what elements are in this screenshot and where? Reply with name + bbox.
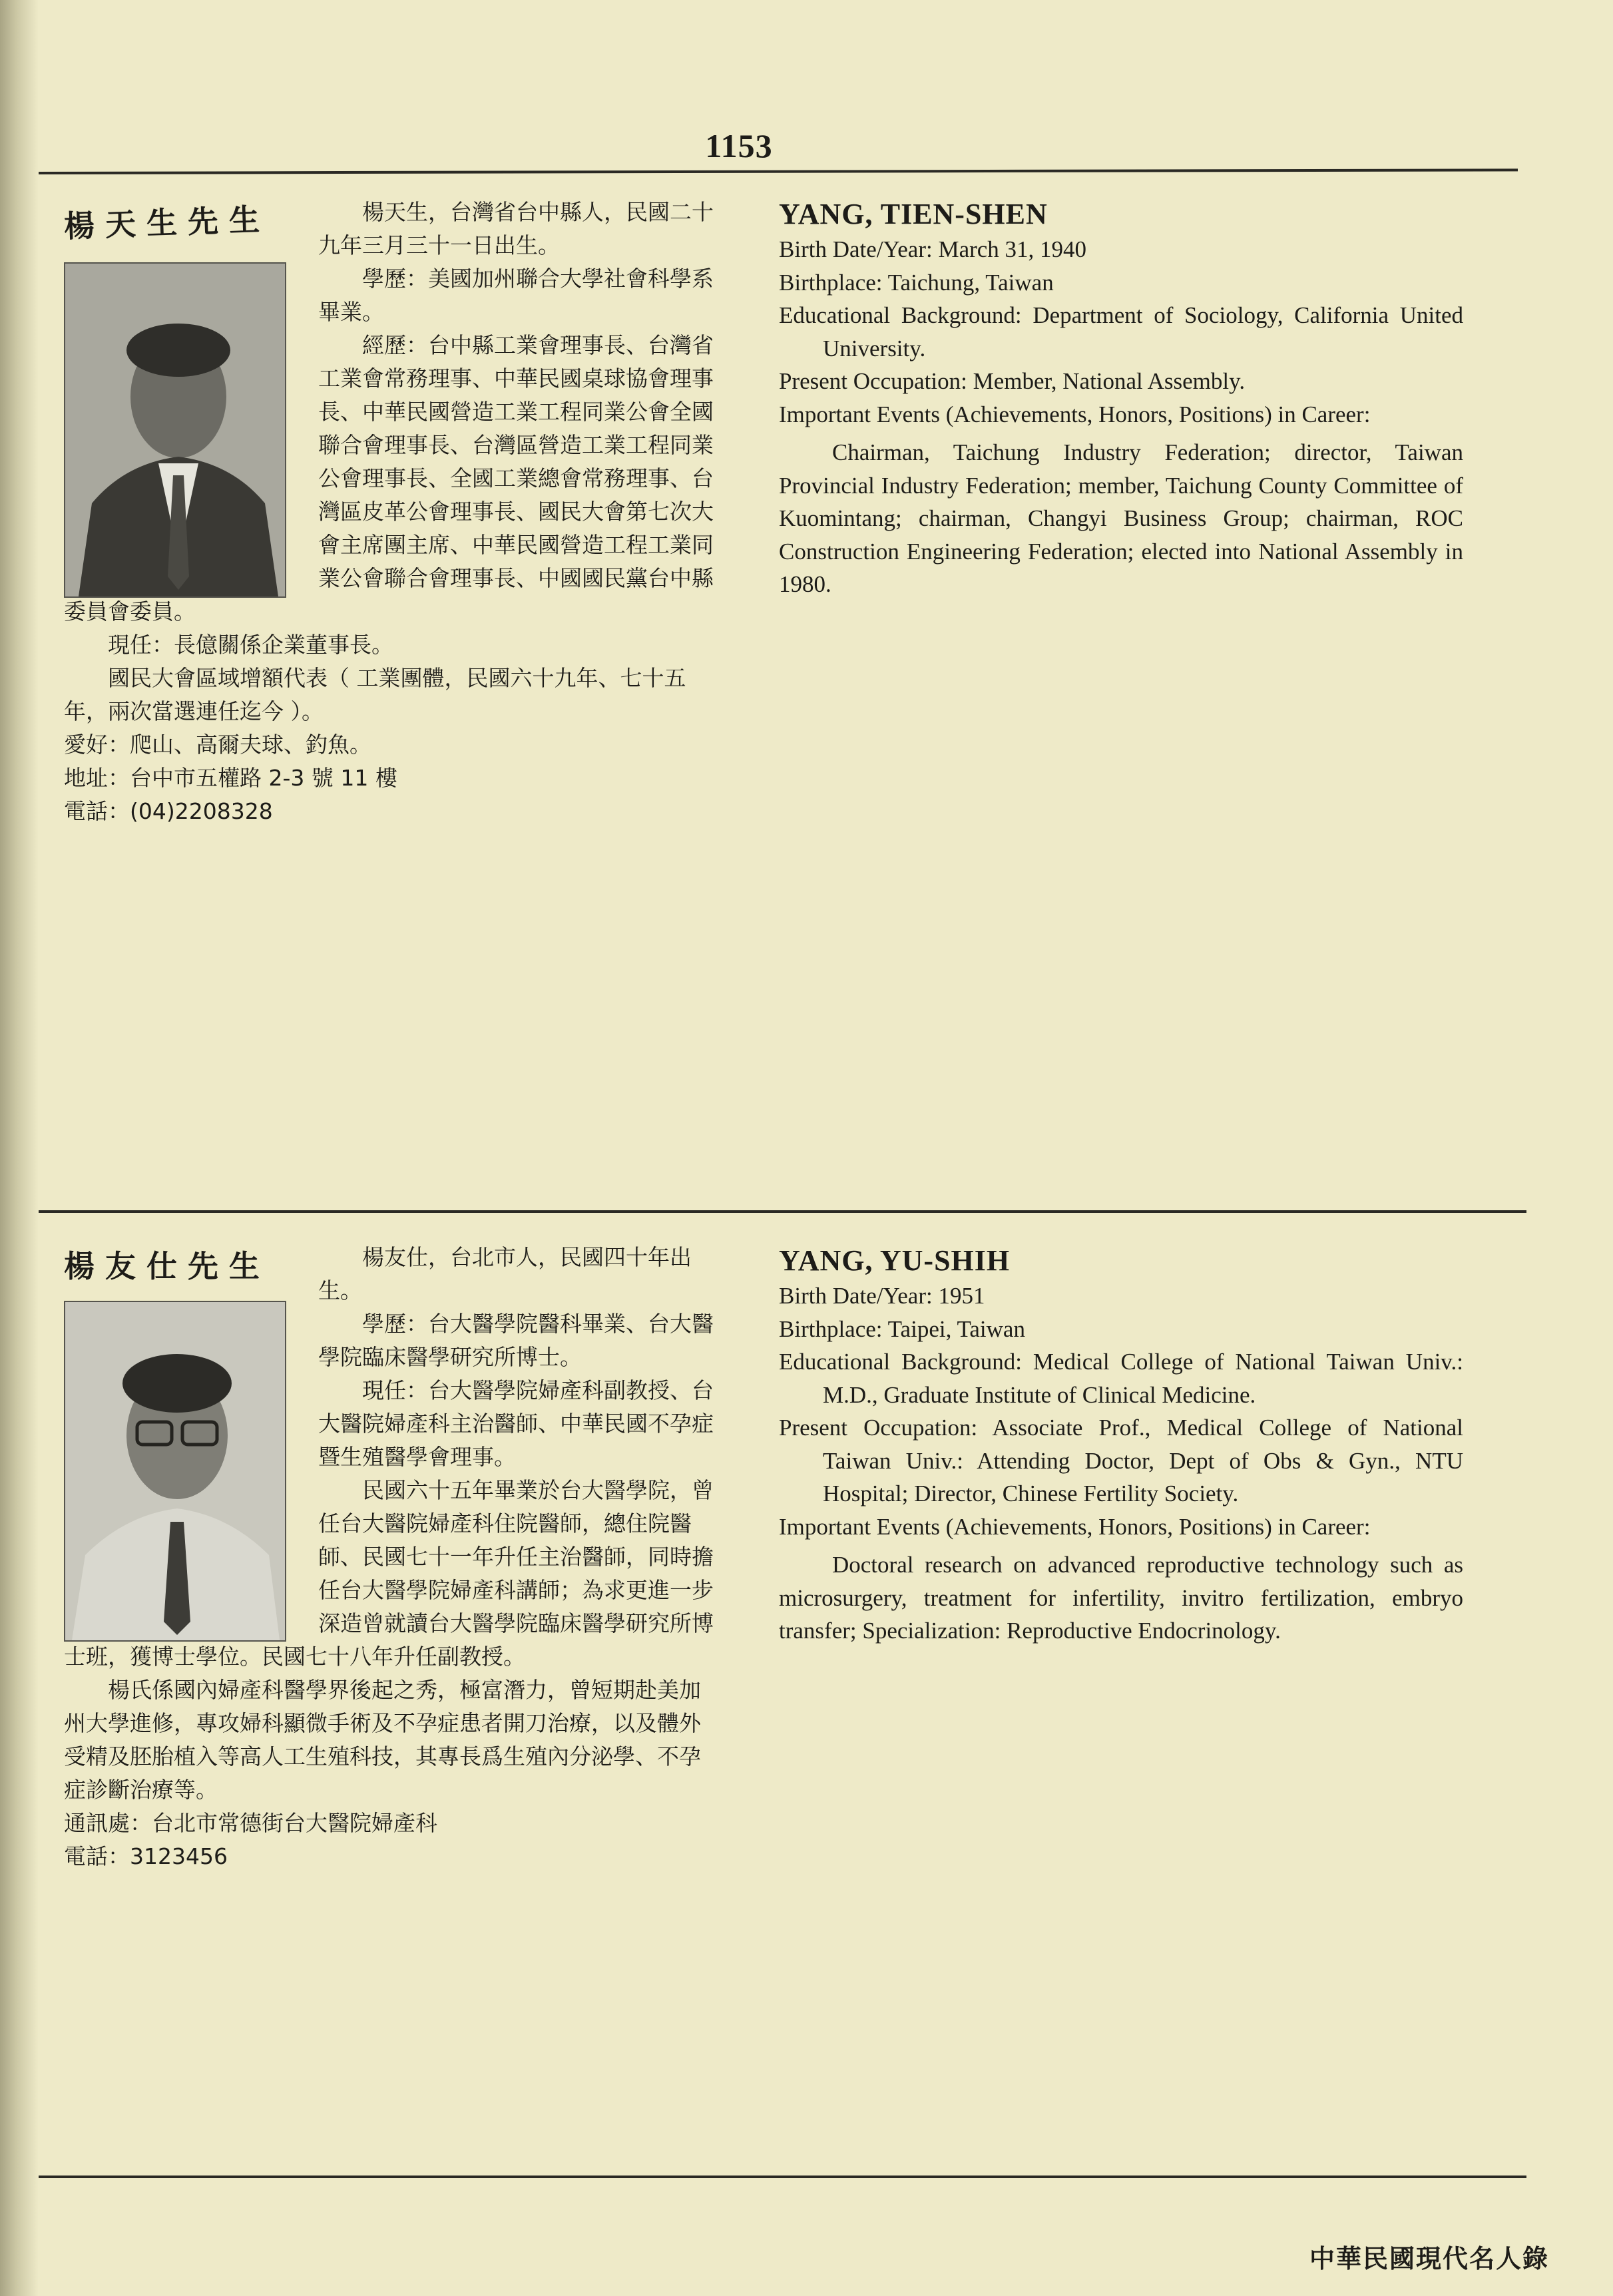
en-birth-date: Birth Date/Year: 1951 [779,1283,985,1309]
en-occupation: Present Occupation: Member, National Assembly. [779,368,1246,394]
zh-current-position: 現任：長億關係企業董事長。 [108,632,393,658]
zh-intro: 楊友仕，台北市人，民國四十年出生。 [318,1244,692,1303]
zh-phone: 電話：(04)2208328 [64,798,273,824]
en-birthplace: Birthplace: Taichung, Taiwan [779,269,1054,296]
zh-address: 通訊處：台北市常德街台大醫院婦產科 [64,1810,437,1836]
biography-entry [0,1214,1613,2166]
zh-experience: 經歷：台中縣工業會理事長、台灣省工業會常務理事、中華民國桌球協會理事長、中華民國營造工業工程同業公會全國聯合會理事長、台灣區營造工業工程同業公會理事長、全國工業總會常務理事、台灣區皮革公會理事長、國民大會第七次大會主席團主席、中華民國營造工程工業同業公會聯合會理事長、中國國民黨台中縣委員會委員。 [64,332,714,624]
en-birthplace: Birthplace: Taipei, Taiwan [779,1315,1025,1342]
zh-intro: 楊天生，台灣省台中縣人，民國二十九年三月三十一日出生。 [318,199,714,258]
english-biography [779,196,1463,601]
zh-specialization: 楊氏係國內婦產科醫學界後起之秀，極富潛力，曾短期赴美加州大學進修，專攻婦科顯微手術及不孕症患者開刀治療，以及體外受精及胚胎植入等高人工生殖科技，其專長爲生殖內分泌學、不孕症診斷治療等。 [64,1677,701,1803]
zh-career-history: 民國六十五年畢業於台大醫學院，曾任台大醫院婦產科住院醫師，總住院醫師、民國七十一年升任主治醫師，同時擔任台大醫學院婦產科講師；為求更進一步深造曾就讀台大醫學院臨床醫學研究所博士班，獲博士學位。民國七十八年升任副教授。 [64,1477,714,1670]
english-biography [779,1242,1463,1648]
biography-entry [0,174,1613,1206]
entry-chinese-name: 楊友仕先生 [64,1248,270,1284]
en-education: Educational Background: Medical College of National Taiwan Univ.: M.D., Graduate Institute of Clinical Medicine. [779,1349,1463,1408]
bottom-rule [39,2176,1526,2178]
zh-hobby: 愛好：爬山、高爾夫球、釣魚。 [64,732,371,758]
chinese-biography [64,196,720,828]
page-number: 1153 [705,127,773,164]
book-title-footer: 中華民國現代名人錄 [1309,2244,1549,2273]
en-education: Educational Background: Department of Sociology, California United University. [779,302,1463,361]
en-events: Chairman, Taichung Industry Federation; director, Taiwan Provincial Industry Federation; member, Taichung County Committee of Kuomintang; chairman, Changyi Business Group; chairman, ROC Construction Engineering Federation; elected into National Assembly in 1980. [779,439,1463,597]
section-divider [39,1210,1526,1213]
entry-english-name: YANG, TIEN-SHEN [779,198,1048,230]
chinese-biography [64,1241,720,1873]
en-events: Doctoral research on advanced reproductive technology such as microsurgery, treatment for infertility, invitro fertilization, embryo transfer; Specialization: Reproductive Endocrinology. [779,1552,1463,1644]
en-events-label: Important Events (Achievements, Honors, Positions) in Career: [779,401,1371,427]
en-occupation: Present Occupation: Associate Prof., Medical College of National Taiwan Univ.: Attending Doctor, Dept of Obs & Gyn., NTU Hospital; Director, Chinese Fertility Society. [779,1415,1463,1506]
en-events-label: Important Events (Achievements, Honors, Positions) in Career: [779,1513,1371,1540]
zh-address: 地址：台中市五權路 2-3 號 11 樓 [64,765,397,791]
entry-chinese-name: 楊天生先生 [63,201,271,244]
zh-phone: 電話：3123456 [64,1843,228,1869]
top-rule [39,168,1518,174]
en-birth-date: Birth Date/Year: March 31, 1940 [779,236,1087,262]
zh-education: 學歷：美國加州聯合大學社會科學系畢業。 [318,266,714,325]
entry-english-name: YANG, YU-SHIH [779,1244,1011,1277]
zh-current-position: 現任：台大醫學院婦產科副教授、台大醫院婦產科主治醫師、中華民國不孕症暨生殖醫學會理事。 [318,1377,714,1470]
zh-assembly-note: 國民大會區域增額代表（ 工業團體，民國六十九年、七十五年，兩次當選連任迄今 ）。 [64,665,686,724]
zh-education: 學歷：台大醫學院醫科畢業、台大醫學院臨床醫學研究所博士。 [318,1311,714,1370]
